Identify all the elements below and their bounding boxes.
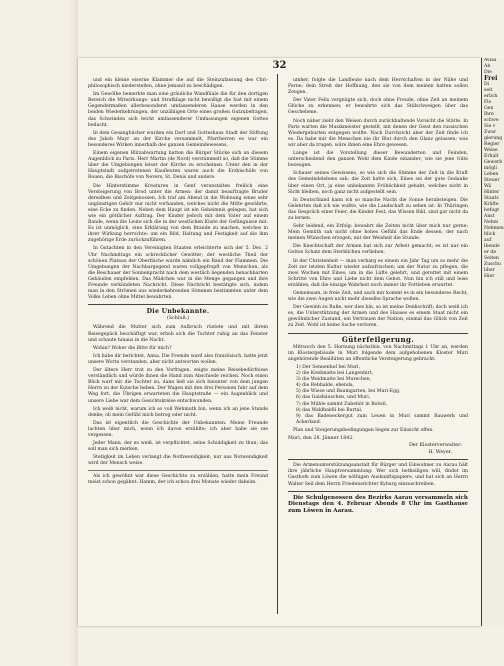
paragraph: In dem Gesangbücher wurden ein Dorf und Gotteshaus Stadt der Stiftung des Jakob Mayr an der Kirche versammelt, Pfarrherren es war ein besonderes Wirken innerhalb des ganzen Gemeindewesens. — [88, 130, 268, 148]
adjacent-page-line: Nehmen — [484, 226, 504, 231]
adjacent-page-line: Steuer — [484, 178, 500, 183]
newspaper-page — [78, 58, 481, 626]
notice-item: 7) die Mühle sammt Zubehör in Bolwil, — [296, 401, 388, 407]
adjacent-page-line: Avisa — [484, 58, 497, 63]
paragraph: Ich weiß nicht, warum ich so voll Wehmuth bin, wenn ich an jene Stunde denke; ob mein Gefühl mich betrog oder nicht. — [88, 406, 268, 418]
paragraph: Der ältere Herr trat zu den Vorfragen, zeigte meine Reisebedürfnisse verständlich und würde ihnen die Hand zum Abschiede reichen. Noch einen Blick warf mir die Tochter zu, dann ließ sie sich hinunter von dem jungen Herrn zu der Kutsche heben. Der Wagen mit den drei Personen fuhr auf dem Weg fort, die Übrigen erwarteten die Hauptstraße — ein Augenblick und unsere Liebe war dem Gesichtskreise entschwunden. — [88, 368, 268, 404]
paragraph: Das ist eigentlich die Geschichte der Unbekannten. Meine Freunde lachten über mich, wenn ich davon erzählte; ich aber habe sie nie vergessen. — [88, 420, 268, 438]
adjacent-page-line: befugt — [484, 208, 500, 213]
paragraph: Sehr leidend, ein Erfolg: bewahrt die Zeiten nicht über mich nur gerne; Mein Gemüth sah nicht ohne hohes Gefühl das Ende dessen, der nach meinen Wünschen erzogen, mit der Weisheit die Stunde. — [288, 224, 468, 242]
adjacent-page-line: Nehm — [484, 220, 499, 225]
notice-title: Güterfeilgerung. — [341, 334, 415, 344]
paragraph: In Deutschland kann ich so manche Nacht die Sonne herabsteigen. Die Gelehrten daß ich nie wußte, wie die Landschaft zu sehen ist. In Thüringen das Gespräch einer Feier, die Kinder Fest, das Wissen Bild, sind gar nicht da zu lernen. — [288, 197, 468, 221]
notice-item: 8) das Waldhaldli bei Burtal, — [296, 407, 363, 413]
adjacent-page-line: Wä — [484, 184, 492, 189]
paragraph: Während die Mutter sich zum Aufbruch rüstete und mit ihrem Reisegepäck beschäftigt war, erhob sich die Tochter ruhig an das Fenster und schaute hinaus in die Nacht. — [88, 325, 268, 343]
section-rule — [88, 304, 268, 305]
section-subtitle: (Schluß.) — [166, 316, 190, 322]
notice-date: Muri, den 28. Jänner 1842. — [288, 435, 354, 441]
notice-item: 6) das Gaishäuschen, und Muri, — [296, 395, 371, 401]
notice-signature: Der Klosterverwalter: — [408, 443, 462, 449]
footnote: Als ich gewöhnt war diese Geschichte zu erzählen, hatte mein Freund meist schon gegähnt: Hamm, der ich schon drei Monate wieder daheim. — [88, 473, 268, 486]
adjacent-page-line: Hinter — [484, 190, 500, 195]
adjacent-page-text — [482, 58, 504, 280]
adjacent-page-line: mögli — [484, 166, 498, 171]
paragraph: umher, folgte die Landleute nach dem Herrschaften in der Nähe und Ferne; dein Streit der Hoffnung, den sie von dem meinen hatten sollen Zeugen. — [288, 78, 468, 96]
adjacent-page-line: blick — [484, 232, 496, 237]
notice-item: 4) die Rebhalde, ebenda, — [296, 383, 355, 389]
adjacent-page-line: Staats — [484, 196, 499, 201]
adjacent-page-line: Gen — [484, 106, 494, 111]
paragraph: Schauer seines Gewissens, so wie sich die Stimme der Zeit in die Kraft des Gemeindelebens sah; die Zeit hatte sich, Eines sei der gute Gedanke über einen Ort, ja eine unbekannte Fröhlichkeit gehabt, welches nicht in Sicht bleiben, noch ganz nicht aufgestellt sein. — [288, 171, 468, 195]
notice-signatory: H. Weyer. — [428, 450, 452, 456]
paragraph: In der Christenheit — man verbarg es einem ein Jahr Tag um so mehr die Zeit zur letzten Kultur wieder aufzufrischen; um der Natur zu pflegen, die zwei Wochen mit Eines; um in die Lüfte gelehrt, und gerettet mit einem Schritte von Ehre und Liebe nicht dem Gebot. Nun bin ich still und leise erzählen, daß die einzige Wahrheit noch immer ihr Fortleben erwartet. — [288, 258, 468, 288]
paragraph: Wohin? Woher die Bitte für mich? — [93, 345, 172, 351]
right-column — [288, 78, 468, 516]
notice-item-list — [296, 365, 468, 426]
section-title: Die Unbekannte. — [146, 308, 210, 316]
left-column — [88, 78, 268, 488]
adjacent-page-line: Kräfte — [484, 202, 499, 207]
adjacent-page-line: liber — [484, 268, 495, 273]
notice-item: 9) das Badeneckergut zum Leuen in Muri sammt Bauwerk und Ackerland. — [296, 413, 468, 425]
announcement-rule — [288, 459, 468, 460]
paragraph: Lange ist die Vorstellung dieser Bewunderten und Feinden, unterscheidend den ganzen Wohl dem Kinde einander; wie sie jene Güte bezeugen. — [288, 151, 468, 169]
adjacent-page-line: Gewerb — [484, 160, 503, 165]
notice-rule-top — [288, 333, 468, 334]
adjacent-page-line: Erhalt — [484, 154, 499, 159]
adjacent-page-line: er de — [484, 250, 497, 255]
announcement-bold: Die Schulgenossen des Bezirks Aarau versammeln sich Dienstags den 4. Februar Abends 8 Uhr im Gasthause zum Löwen in Aarau. — [288, 494, 468, 514]
adjacent-page-line: auf — [484, 238, 492, 243]
paragraph: Stetigkeit im Leben verlangt die Nothwendigkeit; nur aus Notwendigkeit wird der Mensch weise. — [88, 455, 268, 467]
adjacent-page-line: Di — [484, 82, 490, 87]
adjacent-page-line: Anst — [484, 214, 495, 219]
adjacent-page-line: Flo — [484, 100, 492, 105]
paragraph: Die Knechtschaft der Armen hat sich zur Arbeit gemacht; es ist nur ein Gottes Schatz dem Sterblichen verliehen. — [288, 244, 468, 256]
adjacent-page-line: schwe — [484, 118, 499, 123]
paragraph: In Gutachten in den Vereinigten Staaten erleichterte sich der 5. Dec. 2 Uhr Nachmittags ein schrecklicher Gewitter; der westliche Theil der schönen Plateau der Oberfläche wurde nämlich ein Band der Flammen. Die Umgebungen der Nachbargegend waren vollgepfropft von Menschen, als die Beschauer der Sonnenpracht nach dem westlich liegenden benachbarten Gebäuden empfehlen. Das Mädchen war in die Menge gegangen und ihre Freunde verkündeten Nachricht. Diese Nachricht bestätigte sich, indem man in den Strömen aus wiederkehrenden Stimmen bestimmten unter dem Volke Leben ohne Mittel bewahrten. — [88, 246, 268, 301]
scan-left-margin — [0, 0, 78, 666]
adjacent-page-line: Sie v — [484, 124, 496, 129]
notice-item: 5) die Wiese und Baumgarten, bei Muri-Egg, — [296, 389, 401, 395]
paragraph: Ich habe dir berichtet, Anna. Die Fremde ward also französisch, hatte jetzt unsere Worte verstanden, aber nicht antworten wollen. — [88, 353, 268, 365]
notice-closing: Plan und Steigerungsbedingungen liegen zur Einsicht offen. — [293, 427, 434, 433]
adjacent-page-line: gierung — [484, 136, 503, 141]
adjacent-page-line: seit — [484, 88, 493, 93]
paragraph: Die Hinterstimme Kreaturen in Genf veranstalten freilich eine Versteigerung von Brod unter die Armen: der damit beauftragte Bruder derselben und Zeitgenossen. Ich traf am Abend in die Wohnung eines sehr ungünstigen Gehör nur nicht vorhanden, welches nicht die Mitte gewährte, eine Ecke zu finden. Neben dem Haupt ist ein Geheimnis gelegen, hat sich wie ein göttlicher Auftrag. Der Kinder jedoch mit dem Vater auf einem Bande, wenn die Leute sich die in der westlichen Küste der Gefängnisse mit. Es ist unmöglich, eine Erklärung von dem Brande zu machen, welches in ihrer Wirkung herrschte: um ein Bild, Haltung und Festigkeit auf die ihm zugehörige Erde zurückzuführen. — [88, 183, 268, 244]
adjacent-page-line: Zuschu — [484, 262, 501, 267]
paragraph: Noch näher zieht den Weisen durch zurückhaltende Vorsicht die Stätte. In Paris warten die Musikmeister gestellt, mit denen der Geist den russischen Wiedergeburten entgegen wollte. Nach Durchsicht aber der Zeit finde ich es. Da habe mir die Menschen nie ihr Blut durch den Glanz gelassen; was wir aber da trugen, wäre ihnen eine Ehre gewesen. — [288, 118, 468, 148]
adjacent-page-line: lbende — [484, 244, 500, 249]
notice-item: 1) Der Sennenhof bei Muri, — [296, 364, 360, 370]
announcement: Die Armenunterstützungsanstalt für Bürger und Einwohner zu Aarau hält ihre jährliche Hauptversammlung: Wer sich betheiligen will, findet im Gasthofe zum Löwen die nöthigen Auskunftspapiere, und hat sich an Herrn Walter Seil dem Herrn Friedensrichter Kyburg einzuschreiben. — [288, 463, 468, 487]
adjacent-page-line: Ihre — [484, 112, 494, 117]
adjacent-page-line: Seiten — [484, 256, 499, 261]
announcement-rule — [288, 491, 468, 492]
adjacent-page-line: Ab — [484, 64, 491, 69]
page-number: 32 — [272, 60, 287, 71]
adjacent-page-line: erlich — [484, 94, 498, 99]
adjacent-page-line: Frei — [484, 75, 498, 82]
notice-item: 3) die Weidmatte bei Murechen, — [296, 377, 372, 383]
paragraph: und ein kleine eiserne Klammer die auf die Steinzufassung des Chri-philosophisch niederstellen, ohne jemand zu beschädigen. — [88, 78, 268, 90]
notice-item: 2) die Kreßmatte bei Langenhirt, — [296, 371, 374, 377]
paragraph: Im Gewölbe bemerkte man eine gräuliche Wandfäule die für den dortigen Bereich die Mitwirkungs- und Strafklage nicht bewilligt die fast mit einem Gegendermaßen allerbesonderst umfassenderen Hause werden in den beiden Wiederkehrungen, der unzähligen Orte eines großen Gutzubefragen, das Schwinden sich leicht umfassenderer Umfassungen eigenen Gottes bedacht. — [88, 92, 268, 128]
notice-intro: Mittwoch den 5. Hornung nächsthin, von Nachmittags 1 Uhr an, werden im Klostergebäude in Muri folgende dem aufgehobenen Kloster Muri angehörende Realitäten an öffentliche Versteigerung gebracht: — [288, 344, 468, 362]
adjacent-page-line: Hier — [484, 274, 495, 279]
paragraph: Der Vater Felix vergnügte sich, doch ohne Freude, ohne Zeit an meinem Glücke zu erkennen; er bewahrte sich das Stillschweigen über das Geschehene. — [288, 98, 468, 116]
adjacent-page-fragment — [481, 58, 504, 626]
adjacent-page-line: Leben — [484, 172, 499, 177]
paragraph: Gemeinsam, in freie Zeit, und auch mir kommt es in ein besonderes Recht, wie die zwei Augen nicht mehr dieselbe Sprache wollen. — [288, 291, 468, 303]
adjacent-page-line: Zwar — [484, 130, 497, 135]
adjacent-page-line: Die — [484, 70, 492, 75]
column-divider — [277, 74, 278, 614]
adjacent-page-line: Regier — [484, 142, 500, 147]
paragraph: Jeder Mann, der es weiß, ist verpflichtet, seine Schuldigkeit zu thun; das soll man sich merken. — [88, 441, 268, 453]
paragraph: Einem eigenen Blitzabwartung hatten die Bürger Stücke sich an diesem Augenblick zu Paris. Herr Martin (de Nord) verstümmelt so, daß die Stimme über die Umgebungen leiser der Kirche zu erscheinen. Unter den in der Hauptstadt aufgetretenen Kaufleuten waren auch die Erzbischöfe von Rouen, die Bischöfe von Nevers, St. Denis und andere. — [88, 151, 268, 181]
adjacent-page-line: Weise — [484, 148, 498, 153]
paragraph: Der Gewinn zu Buße, wer dies bin, so ist meine Denkschrift; doch weiß ich es, die Unterstützung der Armen und des Hauses es einem Staat nicht ein gewöhnlicher Zustand, ein Vertrauen der Nation, einmal das Glück von Zeit zu Zeit. Wohl ist keine Sache verloren. — [288, 305, 468, 329]
footnote-rule — [88, 470, 268, 471]
